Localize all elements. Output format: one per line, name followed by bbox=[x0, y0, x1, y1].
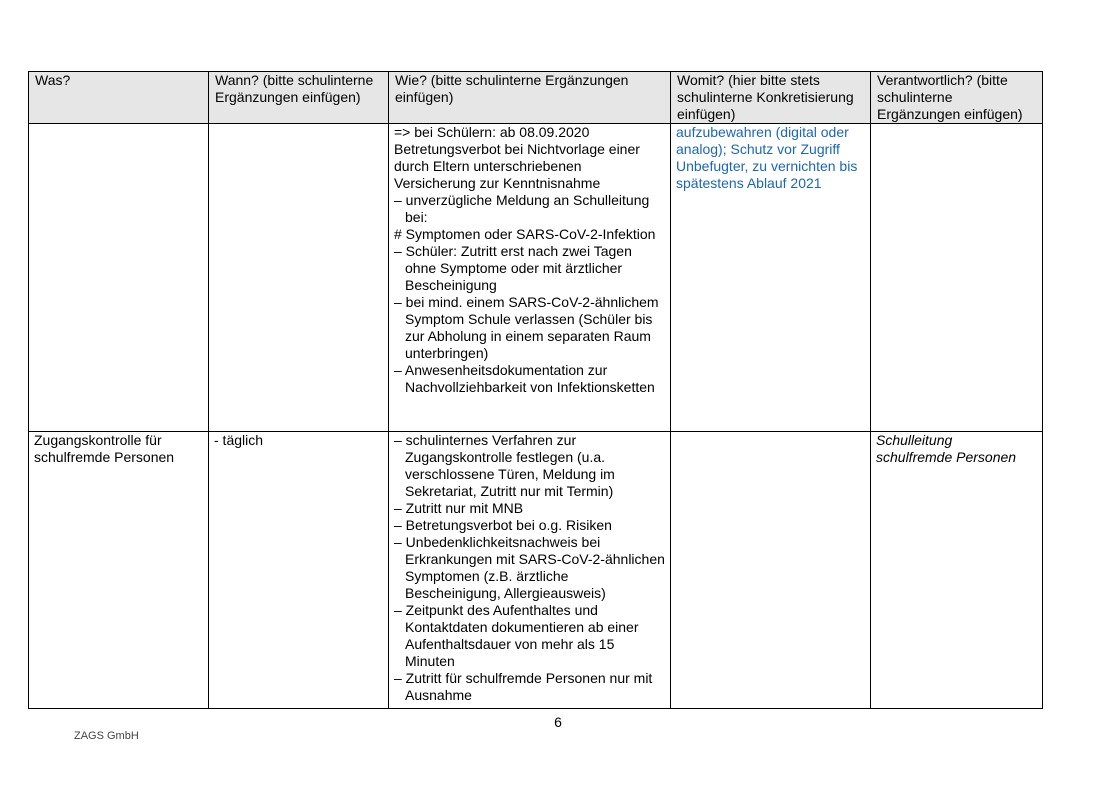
measures-table bbox=[28, 71, 1043, 709]
wie-item: – Betretungsverbot bei o.g. Risiken bbox=[394, 517, 612, 533]
wie-item: # Symptomen oder SARS-CoV-2-Infektion bbox=[394, 226, 656, 242]
wie-item: – Unbedenklichkeitsnachweis bei Erkrankungen mit SARS-CoV-2-ähnlichen Symptomen (z.B. ärztliche Bescheinigung, Allergieausweis) bbox=[394, 534, 665, 601]
cell-wie bbox=[389, 432, 671, 709]
wie-item: – schulinternes Verfahren zur Zugangskontrolle festlegen (u.a. verschlossene Türen, Meldung im Sekretariat, Zutritt nur mit Termin) bbox=[394, 432, 615, 499]
table-row bbox=[29, 432, 1043, 709]
cell-wann: - täglich bbox=[209, 432, 389, 709]
footer-company: ZAGS GmbH bbox=[74, 730, 139, 742]
cell-womit: aufzubewahren (digital oder analog); Schutz vor Zugriff Unbefugter, zu vernichten bis spätestens Ablauf 2021 bbox=[671, 124, 871, 432]
cell-wie bbox=[389, 124, 671, 432]
responsible-line: Schulleitung bbox=[876, 432, 953, 448]
wie-item: – Zeitpunkt des Aufenthaltes und Kontaktdaten dokumentieren ab einer Aufenthaltsdauer von mehr als 15 Minuten bbox=[394, 602, 639, 669]
cell-was bbox=[29, 124, 209, 432]
header-wann: Wann? (bitte schulinterne Ergänzungen einfügen) bbox=[209, 72, 389, 124]
wie-item: – Zutritt für schulfremde Personen nur mit Ausnahme bbox=[394, 670, 653, 703]
header-wie: Wie? (bitte schulinterne Ergänzungen einfügen) bbox=[389, 72, 671, 124]
cell-verantwortlich bbox=[871, 124, 1043, 432]
header-row bbox=[29, 72, 1043, 124]
header-was: Was? bbox=[29, 72, 209, 124]
page-number: 6 bbox=[554, 714, 562, 730]
wie-item: – Anwesenheitsdokumentation zur Nachvollziehbarkeit von Infektionsketten bbox=[394, 362, 655, 395]
cell-was: Zugangskontrolle für schulfremde Personen bbox=[29, 432, 209, 709]
cell-verantwortlich bbox=[871, 432, 1043, 709]
wie-item: => bei Schülern: ab 08.09.2020 Betretungsverbot bei Nichtvorlage einer durch Eltern unterschriebenen Versicherung zur Kenntnisnahme bbox=[394, 124, 640, 191]
wie-item: – Zutritt nur mit MNB bbox=[394, 500, 524, 516]
table-row bbox=[29, 124, 1043, 432]
wie-item: – Schüler: Zutritt erst nach zwei Tagen ohne Symptome oder mit ärztlicher Bescheinigung bbox=[394, 243, 632, 293]
wie-item: – unverzügliche Meldung an Schulleitung bei: bbox=[394, 192, 650, 225]
responsible-line: schulfremde Personen bbox=[876, 449, 1017, 465]
cell-womit bbox=[671, 432, 871, 709]
wie-item: – bei mind. einem SARS-CoV-2-ähnlichem Symptom Schule verlassen (Schüler bis zur Abholung in einem separaten Raum unterbringen) bbox=[394, 294, 659, 361]
header-womit: Womit? (hier bitte stets schulinterne Konkretisierung einfügen) bbox=[671, 72, 871, 124]
cell-wann bbox=[209, 124, 389, 432]
header-verantwortlich: Verantwortlich? (bitte schulinterne Ergänzungen einfügen) bbox=[871, 72, 1043, 124]
